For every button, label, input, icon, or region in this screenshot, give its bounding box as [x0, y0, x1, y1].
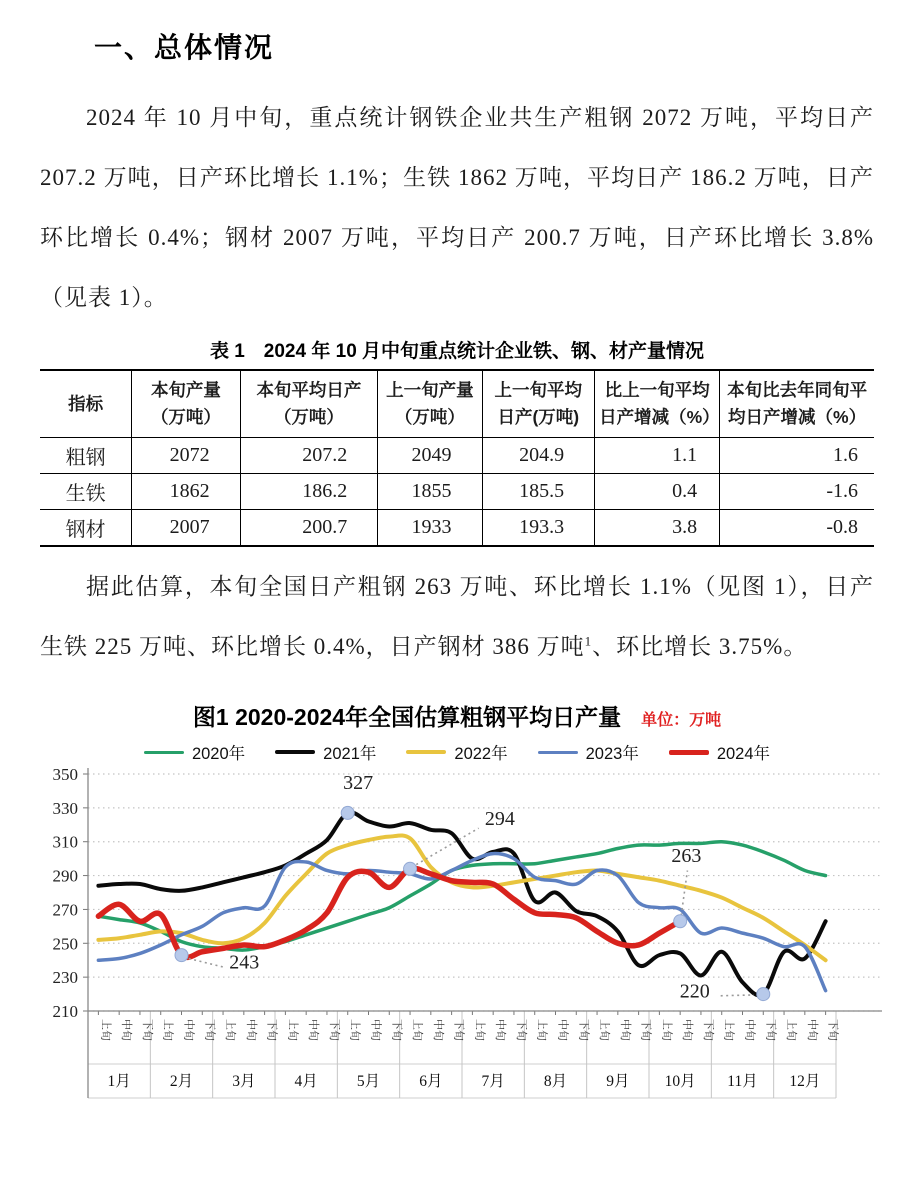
period-label: 中旬 [431, 1019, 444, 1042]
legend-swatch [669, 750, 709, 755]
cell-value: 1862 [132, 474, 240, 510]
legend-item-2020年 [144, 740, 245, 764]
cell-value: 193.3 [482, 510, 595, 547]
legend-label: 2020年 [191, 745, 246, 764]
month-label: 12月 [789, 1073, 821, 1091]
footnote-mark: 1 [584, 633, 593, 649]
period-label: 下旬 [327, 1019, 340, 1042]
table-row [40, 438, 874, 474]
month-label: 7月 [481, 1073, 505, 1091]
period-label: 下旬 [203, 1019, 216, 1042]
period-label: 下旬 [265, 1019, 278, 1042]
period-label: 中旬 [618, 1019, 631, 1042]
period-label: 中旬 [681, 1019, 694, 1042]
annotation-dot-243 [175, 949, 188, 962]
period-label: 上旬 [348, 1019, 361, 1042]
production-table [40, 369, 874, 547]
col-header-avg-daily: 本旬平均日产（万吨） [240, 370, 378, 438]
y-axis-label: 310 [52, 832, 78, 852]
period-label: 中旬 [369, 1019, 382, 1042]
estimate-text-2: 、环比增长 3.75%。 [592, 634, 808, 660]
chart-title: 图1 2020-2024年全国估算粗钢平均日产量 [192, 704, 622, 731]
legend-swatch [538, 751, 578, 755]
series-line-2023年 [98, 854, 825, 991]
month-label: 2月 [169, 1073, 194, 1091]
period-label: 下旬 [764, 1019, 777, 1042]
period-label: 中旬 [743, 1019, 756, 1042]
cell-value: 3.8 [595, 510, 720, 547]
month-label: 9月 [606, 1073, 630, 1091]
cell-pig-iron-label: 生铁 [40, 474, 132, 510]
cell-value: 2072 [132, 438, 240, 474]
series-line-2022年 [98, 836, 825, 961]
period-label: 上旬 [161, 1019, 174, 1042]
cell-steel-products-label: 钢材 [40, 510, 132, 547]
month-label: 11月 [727, 1073, 758, 1091]
annotation-label-327: 327 [343, 772, 374, 795]
legend-swatch [275, 750, 315, 754]
col-header-change-vs-lastyr: 本旬比去年同旬平均日产增减（%） [720, 370, 874, 438]
legend-label: 2021年 [323, 745, 377, 764]
period-label: 中旬 [805, 1019, 818, 1042]
legend-swatch [144, 751, 184, 755]
legend-label: 2022年 [454, 745, 508, 764]
period-label: 上旬 [286, 1019, 299, 1042]
legend-label: 2024年 [716, 745, 771, 764]
period-label: 下旬 [577, 1019, 590, 1042]
month-label: 4月 [294, 1073, 318, 1091]
cell-value: 1.6 [720, 438, 874, 474]
period-label: 上旬 [660, 1019, 673, 1042]
cell-value: 0.4 [595, 474, 720, 510]
legend-item-2021年 [275, 740, 376, 764]
figure-1 [40, 699, 874, 1107]
cell-value: 2049 [378, 438, 482, 474]
series-line-2021年 [98, 813, 825, 996]
period-label: 下旬 [390, 1019, 403, 1042]
period-label: 中旬 [307, 1019, 320, 1042]
chart-legend [40, 740, 874, 764]
month-label: 1月 [107, 1073, 131, 1091]
col-header-prev-output: 上一旬产量（万吨） [378, 370, 482, 438]
cell-crude-steel-label: 粗钢 [40, 438, 132, 474]
period-label: 中旬 [120, 1019, 133, 1042]
annotation-label-243: 243 [229, 951, 260, 974]
document-page [0, 26, 914, 1107]
period-label: 下旬 [452, 1019, 465, 1042]
legend-item-2023年 [538, 740, 639, 764]
annotation-dot-263 [674, 915, 687, 928]
line-chart [36, 766, 896, 1102]
col-header-change-vs-prev: 比上一旬平均日产增减（%） [595, 370, 720, 438]
month-label: 8月 [543, 1073, 568, 1091]
period-label: 下旬 [140, 1019, 153, 1042]
period-label: 上旬 [598, 1019, 611, 1042]
period-label: 上旬 [722, 1019, 735, 1042]
annotation-dot-220 [757, 988, 770, 1001]
estimate-text-1: 据此估算，本旬全国日产粗钢 263 万吨、环比增长 1.1%（见图 1），日产生铁 225 万吨、环比增长 0.4%，日产钢材 386 万吨 [40, 574, 874, 660]
chart-area [36, 766, 874, 1107]
month-label: 10月 [664, 1073, 696, 1091]
y-axis-label: 350 [52, 766, 78, 785]
annotation-dot-294 [404, 863, 417, 876]
annotation-leader [189, 959, 223, 967]
y-axis-label: 270 [52, 900, 78, 920]
cell-value: -1.6 [720, 474, 874, 510]
annotation-leader [721, 995, 754, 996]
period-label: 中旬 [244, 1019, 257, 1042]
y-axis-label: 330 [52, 799, 78, 819]
cell-value: -0.8 [720, 510, 874, 547]
section-heading: 一、总体情况 [94, 32, 275, 63]
legend-swatch [406, 750, 446, 754]
paragraph-summary: 2024 年 10 月中旬，重点统计钢铁企业共生产粗钢 2072 万吨，平均日产 207.2 万吨，日产环比增长 1.1%；生铁 1862 万吨，平均日产 186.2 万吨，日产环比增长 0.4%；钢材 2007 万吨，平均日产 200.7 万吨，日产环比增长 3.8%（见表 1）。 [40, 105, 874, 310]
cell-value: 1855 [378, 474, 482, 510]
period-label: 上旬 [411, 1019, 424, 1042]
period-label: 上旬 [535, 1019, 548, 1042]
period-label: 上旬 [99, 1019, 112, 1042]
legend-item-2024年 [669, 740, 770, 764]
y-axis-label: 230 [52, 968, 78, 988]
month-label: 5月 [356, 1073, 381, 1091]
period-label: 上旬 [473, 1019, 486, 1042]
period-label: 中旬 [494, 1019, 507, 1042]
period-label: 下旬 [826, 1019, 839, 1042]
table-header-row [40, 370, 874, 438]
cell-value: 185.5 [482, 474, 595, 510]
period-label: 下旬 [639, 1019, 652, 1042]
cell-value: 1.1 [595, 438, 720, 474]
col-header-indicator: 指标 [40, 370, 132, 438]
cell-value: 186.2 [240, 474, 378, 510]
cell-value: 204.9 [482, 438, 595, 474]
cell-value: 1933 [378, 510, 482, 547]
legend-label: 2023年 [585, 745, 639, 764]
cell-value: 207.2 [240, 438, 378, 474]
table-row [40, 510, 874, 547]
period-label: 中旬 [556, 1019, 569, 1042]
annotation-label-220: 220 [679, 980, 710, 1003]
period-label: 中旬 [182, 1019, 195, 1042]
cell-value: 2007 [132, 510, 240, 547]
col-header-prev-avg-daily: 上一旬平均日产(万吨) [482, 370, 595, 438]
month-label: 6月 [419, 1073, 443, 1091]
period-label: 下旬 [514, 1019, 527, 1042]
table-row [40, 474, 874, 510]
cell-value: 200.7 [240, 510, 378, 547]
paragraph-estimate [40, 557, 874, 677]
annotation-label-263: 263 [671, 845, 702, 868]
annotation-label-294: 294 [484, 808, 515, 831]
period-label: 上旬 [785, 1019, 798, 1042]
col-header-output: 本旬产量（万吨） [132, 370, 240, 438]
legend-item-2022年 [406, 740, 507, 764]
annotation-leader [681, 871, 687, 916]
annotation-dot-327 [341, 807, 354, 820]
period-label: 上旬 [224, 1019, 237, 1042]
period-label: 下旬 [701, 1019, 714, 1042]
month-label: 3月 [232, 1073, 256, 1091]
y-axis-label: 210 [52, 1002, 78, 1022]
y-axis-label: 250 [52, 934, 78, 954]
chart-unit-label: 单位：万吨 [641, 712, 722, 730]
y-axis-label: 290 [52, 866, 78, 886]
table-caption: 表 1 2024 年 10 月中旬重点统计企业铁、钢、材产量情况 [209, 341, 705, 362]
